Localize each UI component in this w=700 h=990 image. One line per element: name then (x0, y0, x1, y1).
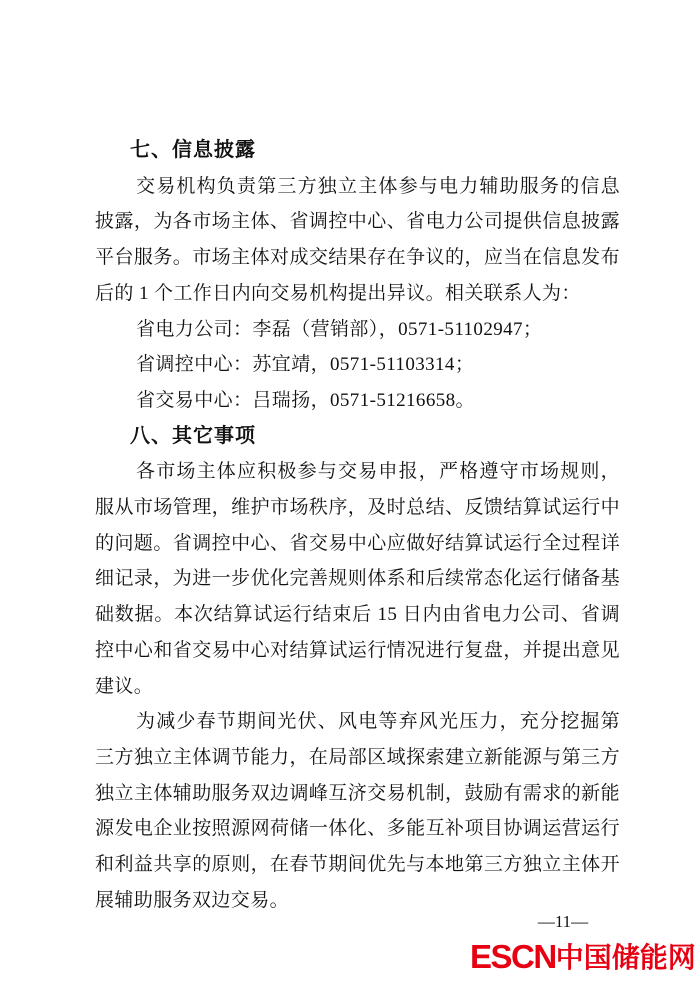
contact-line-dispatch-center: 省调控中心：苏宜靖，0571-51103314； (136, 354, 475, 376)
contact-line-power-company: 省电力公司：李磊（营销部），0571-51102947； (136, 318, 543, 340)
page-number: —11— (537, 912, 589, 931)
escn-logo-chinese: 中国储能网 (555, 942, 696, 973)
document-body (95, 133, 620, 918)
escn-logo (470, 936, 695, 976)
paragraph-other-matters-2: 为减少春节期间光伏、风电等弃风光压力，充分挖掘第三方独立主体调节能力，在局部区域探索建立新能源与第三方独立主体辅助服务双边调峰互济交易机制，鼓励有需求的新能源发电企业按照源网荷储一体化、多能互补项目协调运营运行和利益共享的原则，在春节期间优先与本地第三方独立主体开展辅助服务双边交易。 (95, 711, 620, 911)
paragraph-other-matters-1: 各市场主体应积极参与交易申报，严格遵守市场规则，服从市场管理，维护市场秩序，及时总结、反馈结算试运行中的问题。省调控中心、省交易中心应做好结算试运行全过程详细记录，为进一步优化完善规则体系和后续常态化运行储备基础数据。本次结算试运行结束后 15 日内由省电力公司、省调控中心和省交易中心对结算试运行情况进行复盘，并提出意见建议。 (95, 461, 620, 697)
escn-logo-latin: ESCN (470, 938, 556, 975)
contact-line-trading-center: 省交易中心：吕瑞扬，0571-51216658。 (136, 389, 475, 411)
section-heading-information-disclosure: 七、信息披露 (130, 139, 256, 161)
paragraph-information-disclosure: 交易机构负责第三方独立主体参与电力辅助服务的信息披露，为各市场主体、省调控中心、省电力公司提供信息披露平台服务。市场主体对成交结果存在争议的，应当在信息发布后的 1 个工作日内向交易机构提出异议。相关联系人为： (95, 175, 620, 304)
section-heading-other-matters: 八、其它事项 (130, 424, 256, 447)
